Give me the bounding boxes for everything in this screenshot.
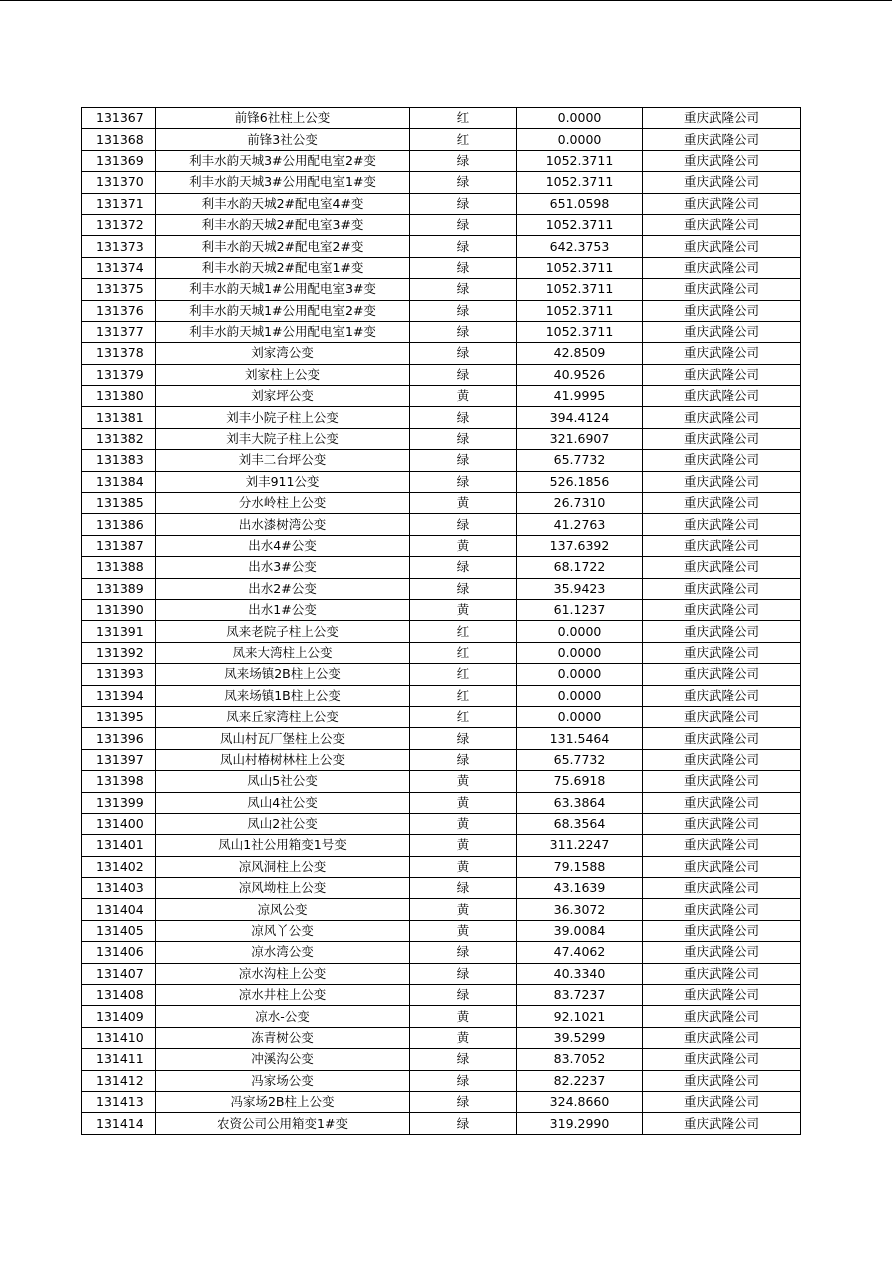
table-row (82, 899, 801, 920)
row-id-cell: 131387 (82, 535, 156, 556)
company-cell: 重庆武隆公司 (643, 899, 801, 920)
company-cell: 重庆武隆公司 (643, 1070, 801, 1091)
transformer-name-cell: 凤山5社公变 (156, 771, 410, 792)
table-row (82, 856, 801, 877)
table-row (82, 685, 801, 706)
value-cell: 83.7237 (517, 985, 643, 1006)
row-id-cell: 131398 (82, 771, 156, 792)
transformer-name-cell: 刘家坪公变 (156, 386, 410, 407)
row-id-cell: 131373 (82, 236, 156, 257)
row-id-cell: 131380 (82, 386, 156, 407)
table-row (82, 321, 801, 342)
row-id-cell: 131405 (82, 920, 156, 941)
row-id-cell: 131400 (82, 813, 156, 834)
row-id-cell: 131402 (82, 856, 156, 877)
table-row (82, 428, 801, 449)
row-id-cell: 131377 (82, 321, 156, 342)
transformer-name-cell: 凤山1社公用箱变1号变 (156, 835, 410, 856)
row-id-cell: 131407 (82, 963, 156, 984)
value-cell: 41.2763 (517, 514, 643, 535)
status-color-cell: 绿 (410, 878, 517, 899)
value-cell: 651.0598 (517, 193, 643, 214)
company-cell: 重庆武隆公司 (643, 279, 801, 300)
transformer-name-cell: 冯家场公变 (156, 1070, 410, 1091)
table-row (82, 920, 801, 941)
table-row (82, 257, 801, 278)
row-id-cell: 131369 (82, 150, 156, 171)
row-id-cell: 131384 (82, 471, 156, 492)
row-id-cell: 131372 (82, 214, 156, 235)
value-cell: 35.9423 (517, 578, 643, 599)
table-row (82, 1091, 801, 1112)
status-color-cell: 绿 (410, 985, 517, 1006)
row-id-cell: 131401 (82, 835, 156, 856)
value-cell: 137.6392 (517, 535, 643, 556)
company-cell: 重庆武隆公司 (643, 985, 801, 1006)
transformer-name-cell: 利丰水韵天城3#公用配电室1#变 (156, 172, 410, 193)
table-row (82, 364, 801, 385)
status-color-cell: 绿 (410, 343, 517, 364)
status-color-cell: 绿 (410, 578, 517, 599)
status-color-cell: 绿 (410, 728, 517, 749)
row-id-cell: 131397 (82, 749, 156, 770)
status-color-cell: 绿 (410, 257, 517, 278)
table-row (82, 514, 801, 535)
status-color-cell: 绿 (410, 150, 517, 171)
transformer-name-cell: 刘丰911公变 (156, 471, 410, 492)
status-color-cell: 绿 (410, 407, 517, 428)
transformer-name-cell: 凤来丘家湾柱上公变 (156, 706, 410, 727)
row-id-cell: 131408 (82, 985, 156, 1006)
status-color-cell: 绿 (410, 514, 517, 535)
value-cell: 1052.3711 (517, 257, 643, 278)
data-table-container (81, 107, 801, 1135)
status-color-cell: 绿 (410, 963, 517, 984)
company-cell: 重庆武隆公司 (643, 621, 801, 642)
value-cell: 0.0000 (517, 108, 643, 129)
table-row (82, 343, 801, 364)
transformer-name-cell: 利丰水韵天城2#配电室1#变 (156, 257, 410, 278)
company-cell: 重庆武隆公司 (643, 364, 801, 385)
table-row (82, 108, 801, 129)
company-cell: 重庆武隆公司 (643, 942, 801, 963)
status-color-cell: 黄 (410, 493, 517, 514)
value-cell: 1052.3711 (517, 321, 643, 342)
company-cell: 重庆武隆公司 (643, 236, 801, 257)
value-cell: 42.8509 (517, 343, 643, 364)
table-row (82, 279, 801, 300)
company-cell: 重庆武隆公司 (643, 835, 801, 856)
company-cell: 重庆武隆公司 (643, 150, 801, 171)
table-row (82, 771, 801, 792)
table-row (82, 150, 801, 171)
value-cell: 26.7310 (517, 493, 643, 514)
company-cell: 重庆武隆公司 (643, 813, 801, 834)
status-color-cell: 绿 (410, 236, 517, 257)
value-cell: 0.0000 (517, 664, 643, 685)
table-row (82, 193, 801, 214)
transformer-name-cell: 利丰水韵天城3#公用配电室2#变 (156, 150, 410, 171)
table-row (82, 792, 801, 813)
company-cell: 重庆武隆公司 (643, 706, 801, 727)
transformer-name-cell: 凉水井柱上公变 (156, 985, 410, 1006)
company-cell: 重庆武隆公司 (643, 599, 801, 620)
table-row (82, 1070, 801, 1091)
row-id-cell: 131394 (82, 685, 156, 706)
company-cell: 重庆武隆公司 (643, 214, 801, 235)
transformer-name-cell: 出水2#公变 (156, 578, 410, 599)
status-color-cell: 绿 (410, 193, 517, 214)
row-id-cell: 131403 (82, 878, 156, 899)
status-color-cell: 绿 (410, 471, 517, 492)
transformer-name-cell: 冲溪沟公变 (156, 1049, 410, 1070)
table-row (82, 835, 801, 856)
row-id-cell: 131386 (82, 514, 156, 535)
status-color-cell: 黄 (410, 1027, 517, 1048)
transformer-name-cell: 利丰水韵天城2#配电室2#变 (156, 236, 410, 257)
table-row (82, 236, 801, 257)
status-color-cell: 黄 (410, 1006, 517, 1027)
status-color-cell: 红 (410, 642, 517, 663)
status-color-cell: 黄 (410, 856, 517, 877)
company-cell: 重庆武隆公司 (643, 792, 801, 813)
status-color-cell: 绿 (410, 1113, 517, 1134)
status-color-cell: 红 (410, 129, 517, 150)
status-color-cell: 黄 (410, 920, 517, 941)
transformer-name-cell: 凤山4社公变 (156, 792, 410, 813)
transformer-name-cell: 凤山村椿树林柱上公变 (156, 749, 410, 770)
transformer-name-cell: 凉风洞柱上公变 (156, 856, 410, 877)
value-cell: 68.1722 (517, 557, 643, 578)
status-color-cell: 黄 (410, 899, 517, 920)
table-row (82, 621, 801, 642)
value-cell: 1052.3711 (517, 150, 643, 171)
value-cell: 43.1639 (517, 878, 643, 899)
transformer-name-cell: 凉风坳柱上公变 (156, 878, 410, 899)
transformer-name-cell: 前锋6社柱上公变 (156, 108, 410, 129)
value-cell: 65.7732 (517, 749, 643, 770)
row-id-cell: 131389 (82, 578, 156, 599)
company-cell: 重庆武隆公司 (643, 1091, 801, 1112)
company-cell: 重庆武隆公司 (643, 771, 801, 792)
status-color-cell: 红 (410, 664, 517, 685)
company-cell: 重庆武隆公司 (643, 514, 801, 535)
status-color-cell: 绿 (410, 1091, 517, 1112)
table-row (82, 963, 801, 984)
company-cell: 重庆武隆公司 (643, 856, 801, 877)
row-id-cell: 131376 (82, 300, 156, 321)
table-row (82, 214, 801, 235)
value-cell: 319.2990 (517, 1113, 643, 1134)
company-cell: 重庆武隆公司 (643, 557, 801, 578)
company-cell: 重庆武隆公司 (643, 172, 801, 193)
transformer-name-cell: 凉水-公变 (156, 1006, 410, 1027)
status-color-cell: 绿 (410, 172, 517, 193)
table-row (82, 749, 801, 770)
row-id-cell: 131378 (82, 343, 156, 364)
company-cell: 重庆武隆公司 (643, 535, 801, 556)
company-cell: 重庆武隆公司 (643, 685, 801, 706)
row-id-cell: 131396 (82, 728, 156, 749)
status-color-cell: 绿 (410, 428, 517, 449)
row-id-cell: 131392 (82, 642, 156, 663)
row-id-cell: 131388 (82, 557, 156, 578)
value-cell: 642.3753 (517, 236, 643, 257)
company-cell: 重庆武隆公司 (643, 1027, 801, 1048)
row-id-cell: 131367 (82, 108, 156, 129)
status-color-cell: 绿 (410, 1070, 517, 1091)
value-cell: 321.6907 (517, 428, 643, 449)
value-cell: 75.6918 (517, 771, 643, 792)
page-top-border (0, 0, 892, 1)
transformer-name-cell: 分水岭柱上公变 (156, 493, 410, 514)
transformer-name-cell: 凉风公变 (156, 899, 410, 920)
row-id-cell: 131368 (82, 129, 156, 150)
status-color-cell: 红 (410, 685, 517, 706)
row-id-cell: 131411 (82, 1049, 156, 1070)
transformer-name-cell: 凉风丫公变 (156, 920, 410, 941)
value-cell: 394.4124 (517, 407, 643, 428)
transformer-name-cell: 出水1#公变 (156, 599, 410, 620)
status-color-cell: 黄 (410, 813, 517, 834)
value-cell: 41.9995 (517, 386, 643, 407)
transformer-name-cell: 凤来老院子柱上公变 (156, 621, 410, 642)
table-row (82, 985, 801, 1006)
row-id-cell: 131370 (82, 172, 156, 193)
status-color-cell: 绿 (410, 214, 517, 235)
table-row (82, 300, 801, 321)
value-cell: 526.1856 (517, 471, 643, 492)
row-id-cell: 131414 (82, 1113, 156, 1134)
value-cell: 1052.3711 (517, 172, 643, 193)
transformer-name-cell: 利丰水韵天城1#公用配电室2#变 (156, 300, 410, 321)
transformer-name-cell: 凤来大湾柱上公变 (156, 642, 410, 663)
company-cell: 重庆武隆公司 (643, 664, 801, 685)
transformer-status-table (81, 107, 801, 1135)
value-cell: 63.3864 (517, 792, 643, 813)
value-cell: 47.4062 (517, 942, 643, 963)
company-cell: 重庆武隆公司 (643, 493, 801, 514)
transformer-name-cell: 冻青树公变 (156, 1027, 410, 1048)
table-body (82, 108, 801, 1135)
status-color-cell: 红 (410, 706, 517, 727)
table-row (82, 557, 801, 578)
row-id-cell: 131406 (82, 942, 156, 963)
transformer-name-cell: 利丰水韵天城2#配电室4#变 (156, 193, 410, 214)
table-row (82, 493, 801, 514)
company-cell: 重庆武隆公司 (643, 428, 801, 449)
row-id-cell: 131409 (82, 1006, 156, 1027)
transformer-name-cell: 凤山村瓦厂堡柱上公变 (156, 728, 410, 749)
status-color-cell: 绿 (410, 749, 517, 770)
row-id-cell: 131385 (82, 493, 156, 514)
transformer-name-cell: 凉水湾公变 (156, 942, 410, 963)
company-cell: 重庆武隆公司 (643, 1049, 801, 1070)
value-cell: 61.1237 (517, 599, 643, 620)
transformer-name-cell: 出水4#公变 (156, 535, 410, 556)
value-cell: 1052.3711 (517, 279, 643, 300)
company-cell: 重庆武隆公司 (643, 920, 801, 941)
table-row (82, 664, 801, 685)
transformer-name-cell: 刘丰小院子柱上公变 (156, 407, 410, 428)
transformer-name-cell: 出水3#公变 (156, 557, 410, 578)
status-color-cell: 绿 (410, 450, 517, 471)
table-row (82, 450, 801, 471)
table-row (82, 706, 801, 727)
value-cell: 1052.3711 (517, 214, 643, 235)
status-color-cell: 黄 (410, 386, 517, 407)
table-row (82, 535, 801, 556)
row-id-cell: 131412 (82, 1070, 156, 1091)
value-cell: 1052.3711 (517, 300, 643, 321)
transformer-name-cell: 凤来场镇1B柱上公变 (156, 685, 410, 706)
status-color-cell: 绿 (410, 1049, 517, 1070)
value-cell: 40.3340 (517, 963, 643, 984)
company-cell: 重庆武隆公司 (643, 300, 801, 321)
row-id-cell: 131382 (82, 428, 156, 449)
status-color-cell: 绿 (410, 300, 517, 321)
table-row (82, 1049, 801, 1070)
company-cell: 重庆武隆公司 (643, 578, 801, 599)
value-cell: 36.3072 (517, 899, 643, 920)
value-cell: 0.0000 (517, 129, 643, 150)
table-row (82, 599, 801, 620)
status-color-cell: 绿 (410, 942, 517, 963)
value-cell: 311.2247 (517, 835, 643, 856)
company-cell: 重庆武隆公司 (643, 471, 801, 492)
company-cell: 重庆武隆公司 (643, 108, 801, 129)
row-id-cell: 131404 (82, 899, 156, 920)
row-id-cell: 131379 (82, 364, 156, 385)
value-cell: 324.8660 (517, 1091, 643, 1112)
value-cell: 83.7052 (517, 1049, 643, 1070)
table-row (82, 642, 801, 663)
row-id-cell: 131390 (82, 599, 156, 620)
value-cell: 0.0000 (517, 642, 643, 663)
row-id-cell: 131391 (82, 621, 156, 642)
transformer-name-cell: 刘丰二台坪公变 (156, 450, 410, 471)
value-cell: 39.0084 (517, 920, 643, 941)
company-cell: 重庆武隆公司 (643, 450, 801, 471)
transformer-name-cell: 凤山2社公变 (156, 813, 410, 834)
transformer-name-cell: 凤来场镇2B柱上公变 (156, 664, 410, 685)
row-id-cell: 131410 (82, 1027, 156, 1048)
transformer-name-cell: 刘丰大院子柱上公变 (156, 428, 410, 449)
company-cell: 重庆武隆公司 (643, 749, 801, 770)
company-cell: 重庆武隆公司 (643, 343, 801, 364)
table-row (82, 407, 801, 428)
status-color-cell: 黄 (410, 599, 517, 620)
table-row (82, 386, 801, 407)
transformer-name-cell: 冯家场2B柱上公变 (156, 1091, 410, 1112)
company-cell: 重庆武隆公司 (643, 963, 801, 984)
transformer-name-cell: 前锋3社公变 (156, 129, 410, 150)
status-color-cell: 黄 (410, 792, 517, 813)
status-color-cell: 红 (410, 621, 517, 642)
status-color-cell: 绿 (410, 364, 517, 385)
company-cell: 重庆武隆公司 (643, 1006, 801, 1027)
transformer-name-cell: 利丰水韵天城1#公用配电室1#变 (156, 321, 410, 342)
table-row (82, 471, 801, 492)
row-id-cell: 131395 (82, 706, 156, 727)
company-cell: 重庆武隆公司 (643, 642, 801, 663)
row-id-cell: 131399 (82, 792, 156, 813)
value-cell: 65.7732 (517, 450, 643, 471)
row-id-cell: 131375 (82, 279, 156, 300)
value-cell: 0.0000 (517, 685, 643, 706)
status-color-cell: 黄 (410, 771, 517, 792)
value-cell: 0.0000 (517, 706, 643, 727)
row-id-cell: 131374 (82, 257, 156, 278)
row-id-cell: 131413 (82, 1091, 156, 1112)
table-row (82, 129, 801, 150)
company-cell: 重庆武隆公司 (643, 129, 801, 150)
company-cell: 重庆武隆公司 (643, 193, 801, 214)
company-cell: 重庆武隆公司 (643, 1113, 801, 1134)
table-row (82, 1027, 801, 1048)
row-id-cell: 131381 (82, 407, 156, 428)
status-color-cell: 绿 (410, 557, 517, 578)
status-color-cell: 绿 (410, 279, 517, 300)
company-cell: 重庆武隆公司 (643, 257, 801, 278)
transformer-name-cell: 农资公司公用箱变1#变 (156, 1113, 410, 1134)
table-row (82, 578, 801, 599)
value-cell: 82.2237 (517, 1070, 643, 1091)
status-color-cell: 绿 (410, 321, 517, 342)
transformer-name-cell: 利丰水韵天城1#公用配电室3#变 (156, 279, 410, 300)
value-cell: 40.9526 (517, 364, 643, 385)
row-id-cell: 131371 (82, 193, 156, 214)
table-row (82, 1006, 801, 1027)
row-id-cell: 131393 (82, 664, 156, 685)
status-color-cell: 黄 (410, 535, 517, 556)
value-cell: 0.0000 (517, 621, 643, 642)
transformer-name-cell: 利丰水韵天城2#配电室3#变 (156, 214, 410, 235)
table-row (82, 942, 801, 963)
company-cell: 重庆武隆公司 (643, 386, 801, 407)
company-cell: 重庆武隆公司 (643, 728, 801, 749)
transformer-name-cell: 凉水沟柱上公变 (156, 963, 410, 984)
company-cell: 重庆武隆公司 (643, 321, 801, 342)
company-cell: 重庆武隆公司 (643, 407, 801, 428)
value-cell: 79.1588 (517, 856, 643, 877)
value-cell: 131.5464 (517, 728, 643, 749)
transformer-name-cell: 出水漆树湾公变 (156, 514, 410, 535)
value-cell: 92.1021 (517, 1006, 643, 1027)
table-row (82, 728, 801, 749)
table-row (82, 172, 801, 193)
row-id-cell: 131383 (82, 450, 156, 471)
table-row (82, 878, 801, 899)
table-row (82, 813, 801, 834)
table-row (82, 1113, 801, 1134)
transformer-name-cell: 刘家柱上公变 (156, 364, 410, 385)
transformer-name-cell: 刘家湾公变 (156, 343, 410, 364)
value-cell: 39.5299 (517, 1027, 643, 1048)
value-cell: 68.3564 (517, 813, 643, 834)
status-color-cell: 红 (410, 108, 517, 129)
status-color-cell: 黄 (410, 835, 517, 856)
company-cell: 重庆武隆公司 (643, 878, 801, 899)
